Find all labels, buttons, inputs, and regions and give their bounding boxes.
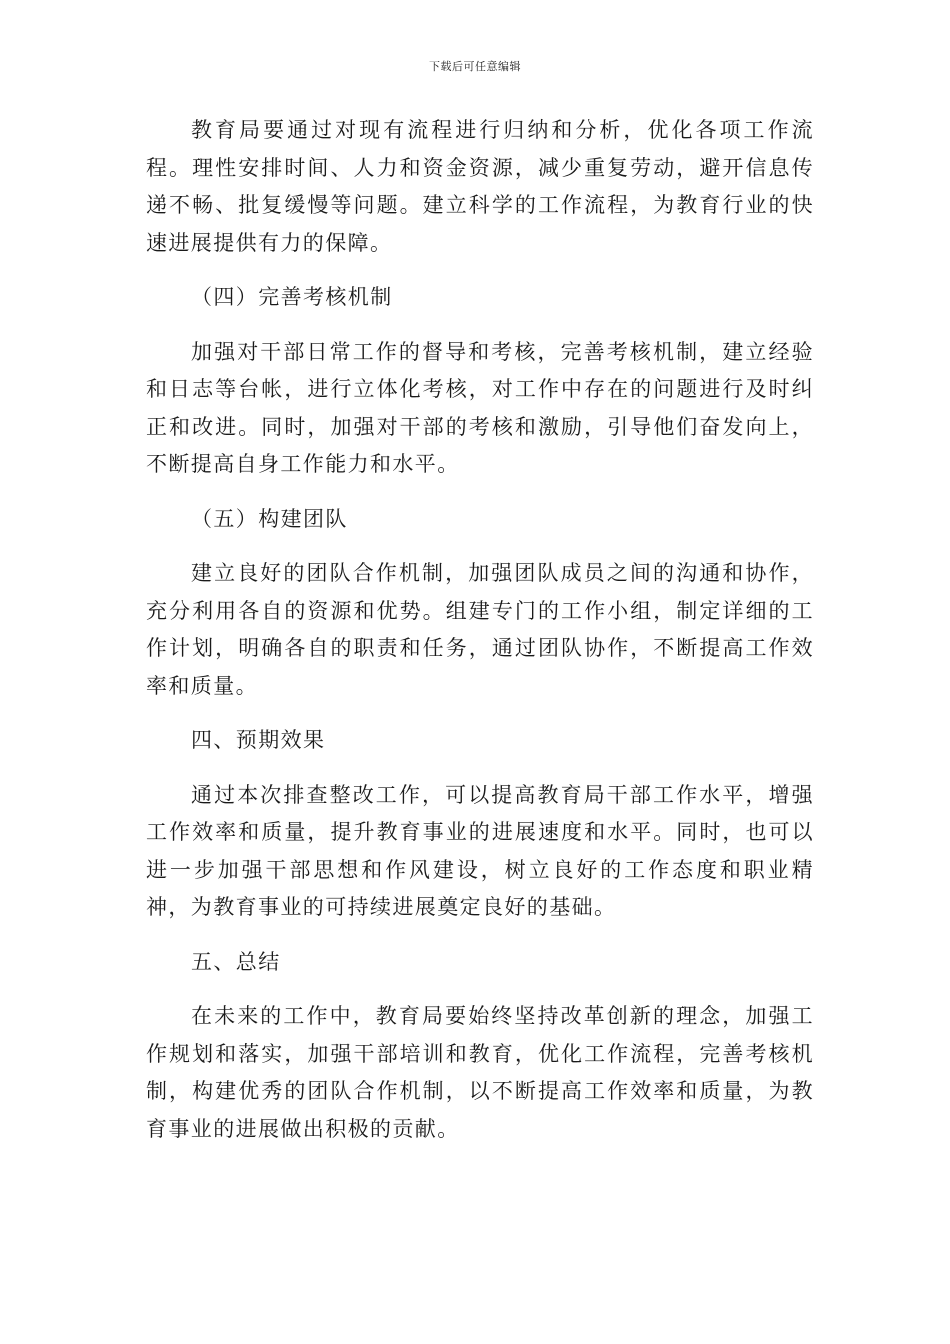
heading-team: （五）构建团队	[191, 506, 348, 531]
heading-expected-effect: 四、预期效果	[191, 728, 326, 752]
paragraph-expected-effect: 通过本次排查整改工作，可以提高教育局干部工作水平，增强工作效率和质量，提升教育事业的进展速度和水平。同时，也可以进一步加强干部思想和作风建设，树立良好的工作态度和职业精神，为教育事业的可持续进展奠定良好的基础。	[146, 782, 814, 919]
heading-assessment: （四）完善考核机制	[191, 285, 393, 309]
document-body	[146, 112, 814, 1165]
paragraph-workflow: 教育局要通过对现有流程进行归纳和分析，优化各项工作流程。理性安排时间、人力和资金资源，减少重复劳动，避开信息传递不畅、批复缓慢等问题。建立科学的工作流程，为教育行业的快速进展提供有力的保障。	[146, 118, 814, 255]
heading-summary: 五、总结	[191, 949, 281, 974]
paragraph-assessment: 加强对干部日常工作的督导和考核，完善考核机制，建立经验和日志等台帐，进行立体化考核，对工作中存在的问题进行及时纠正和改进。同时，加强对干部的考核和激励，引导他们奋发向上，不断提高自身工作能力和水平。	[146, 339, 814, 476]
paragraph-team: 建立良好的团队合作机制，加强团队成员之间的沟通和协作，充分利用各自的资源和优势。组建专门的工作小组，制定详细的工作计划，明确各自的职责和任务，通过团队协作，不断提高工作效率和质量。	[146, 561, 814, 698]
header-note: 下载后可任意编辑	[429, 60, 521, 73]
paragraph-summary: 在未来的工作中，教育局要始终坚持改革创新的理念，加强工作规划和落实，加强干部培训和教育，优化工作流程，完善考核机制，构建优秀的团队合作机制，以不断提高工作效率和质量，为教育事业的进展做出积极的贡献。	[146, 1004, 814, 1141]
